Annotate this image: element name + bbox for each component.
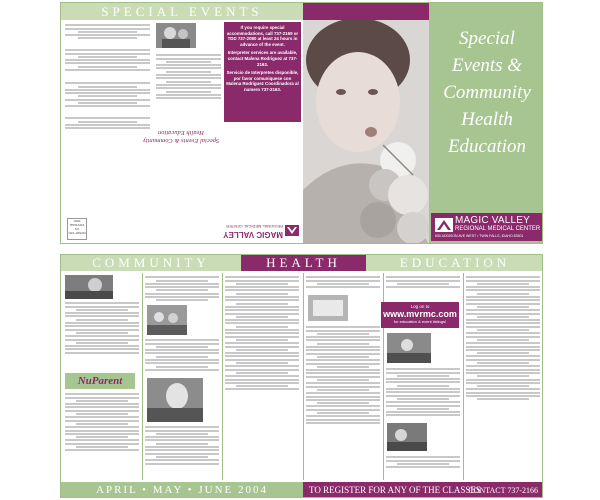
header-education: EDUCATION — [399, 255, 511, 270]
class-listing — [65, 392, 139, 453]
registration-footer — [303, 482, 543, 498]
title-line: Special — [459, 28, 515, 49]
class-listing — [386, 367, 460, 418]
event-listing — [65, 48, 150, 72]
front-logo-name: MAGIC VALLEY — [455, 215, 531, 226]
header-accent-band — [303, 3, 429, 20]
title-line: Community — [443, 82, 531, 103]
class-listing — [145, 425, 219, 466]
interpreter-spanish-text: Servicio de Interpretes disponible, por favor comuniquese con Malena Rodriguez Coordinadora al numero 737-2163. — [226, 70, 299, 92]
class-listing — [386, 275, 460, 289]
accommodations-text: If you require special accommodations, call 737-2169 or TDD 737-2080 at least 24 hours in advance of the event. — [226, 25, 299, 47]
website-subtext: for education & event listings! — [393, 319, 447, 324]
header-community: COMMUNITY — [92, 255, 210, 270]
class-photo — [387, 333, 431, 363]
event-listing — [65, 23, 150, 41]
class-listing — [386, 455, 460, 469]
class-photo — [65, 275, 113, 299]
class-photo — [308, 295, 348, 321]
child-blowing-dandelion-photo — [303, 20, 429, 244]
logo-mark-icon — [435, 218, 453, 232]
front-logo-subname: REGIONAL MEDICAL CENTER — [455, 226, 541, 232]
class-listing — [145, 275, 219, 303]
class-listing — [306, 275, 380, 289]
class-listing — [65, 301, 139, 355]
column-divider — [222, 273, 223, 480]
nuparent-logo: NuParent — [65, 373, 135, 389]
back-logo-subname: REGIONAL MEDICAL CENTER — [226, 224, 283, 229]
title-line: Health — [461, 109, 513, 130]
special-events-header: SPECIAL EVENTS — [61, 3, 303, 20]
website-callout — [381, 302, 459, 328]
registration-text: TO REGISTER FOR ANY OF THE CLASSES — [309, 485, 481, 495]
column-divider — [142, 273, 143, 480]
front-logo-address: 650 ADDISON AVE WEST • TWIN FALLS, IDAHO 83301 — [435, 234, 524, 238]
community-health-education-header — [61, 255, 543, 271]
title-line: Education — [447, 136, 527, 157]
postage-indicia: PRSRT STD US POSTAGE PAID — [67, 218, 87, 240]
front-cover-logo — [431, 213, 543, 241]
event-listing — [156, 53, 221, 100]
class-photo — [147, 305, 187, 335]
brochure-cover-panel — [60, 2, 543, 244]
website-intro: Log on to — [410, 304, 430, 309]
class-listing — [225, 275, 299, 392]
back-logo-name: MAGIC VALLEY — [223, 230, 283, 239]
back-cover-logo — [211, 218, 301, 240]
class-listing — [466, 275, 540, 402]
interpreter-text: Interpreter services are available, contact Malena Rodriguez at 737-2163. — [227, 50, 298, 67]
brochure-title — [433, 25, 541, 160]
back-cover-script-title: Special Events & Community Health Education — [142, 129, 220, 144]
column-divider — [463, 273, 464, 480]
event-photo — [156, 23, 196, 48]
class-photo — [387, 423, 427, 451]
class-listing — [306, 325, 380, 425]
website-url-link[interactable]: www.mvrmc.com — [383, 309, 457, 319]
brochure-inside-panel — [60, 254, 543, 498]
header-health: HEALTH — [241, 255, 366, 271]
class-photo — [147, 378, 203, 422]
class-listing — [145, 338, 219, 372]
column-divider — [303, 273, 304, 480]
contact-phone: CONTACT 737-2166 — [468, 486, 538, 495]
schedule-dates-footer: APRIL • MAY • JUNE 2004 — [61, 482, 303, 498]
event-listing — [65, 81, 150, 109]
title-line: Events & — [451, 55, 523, 76]
accommodations-info-box — [224, 22, 301, 122]
logo-mark-icon — [285, 225, 299, 236]
